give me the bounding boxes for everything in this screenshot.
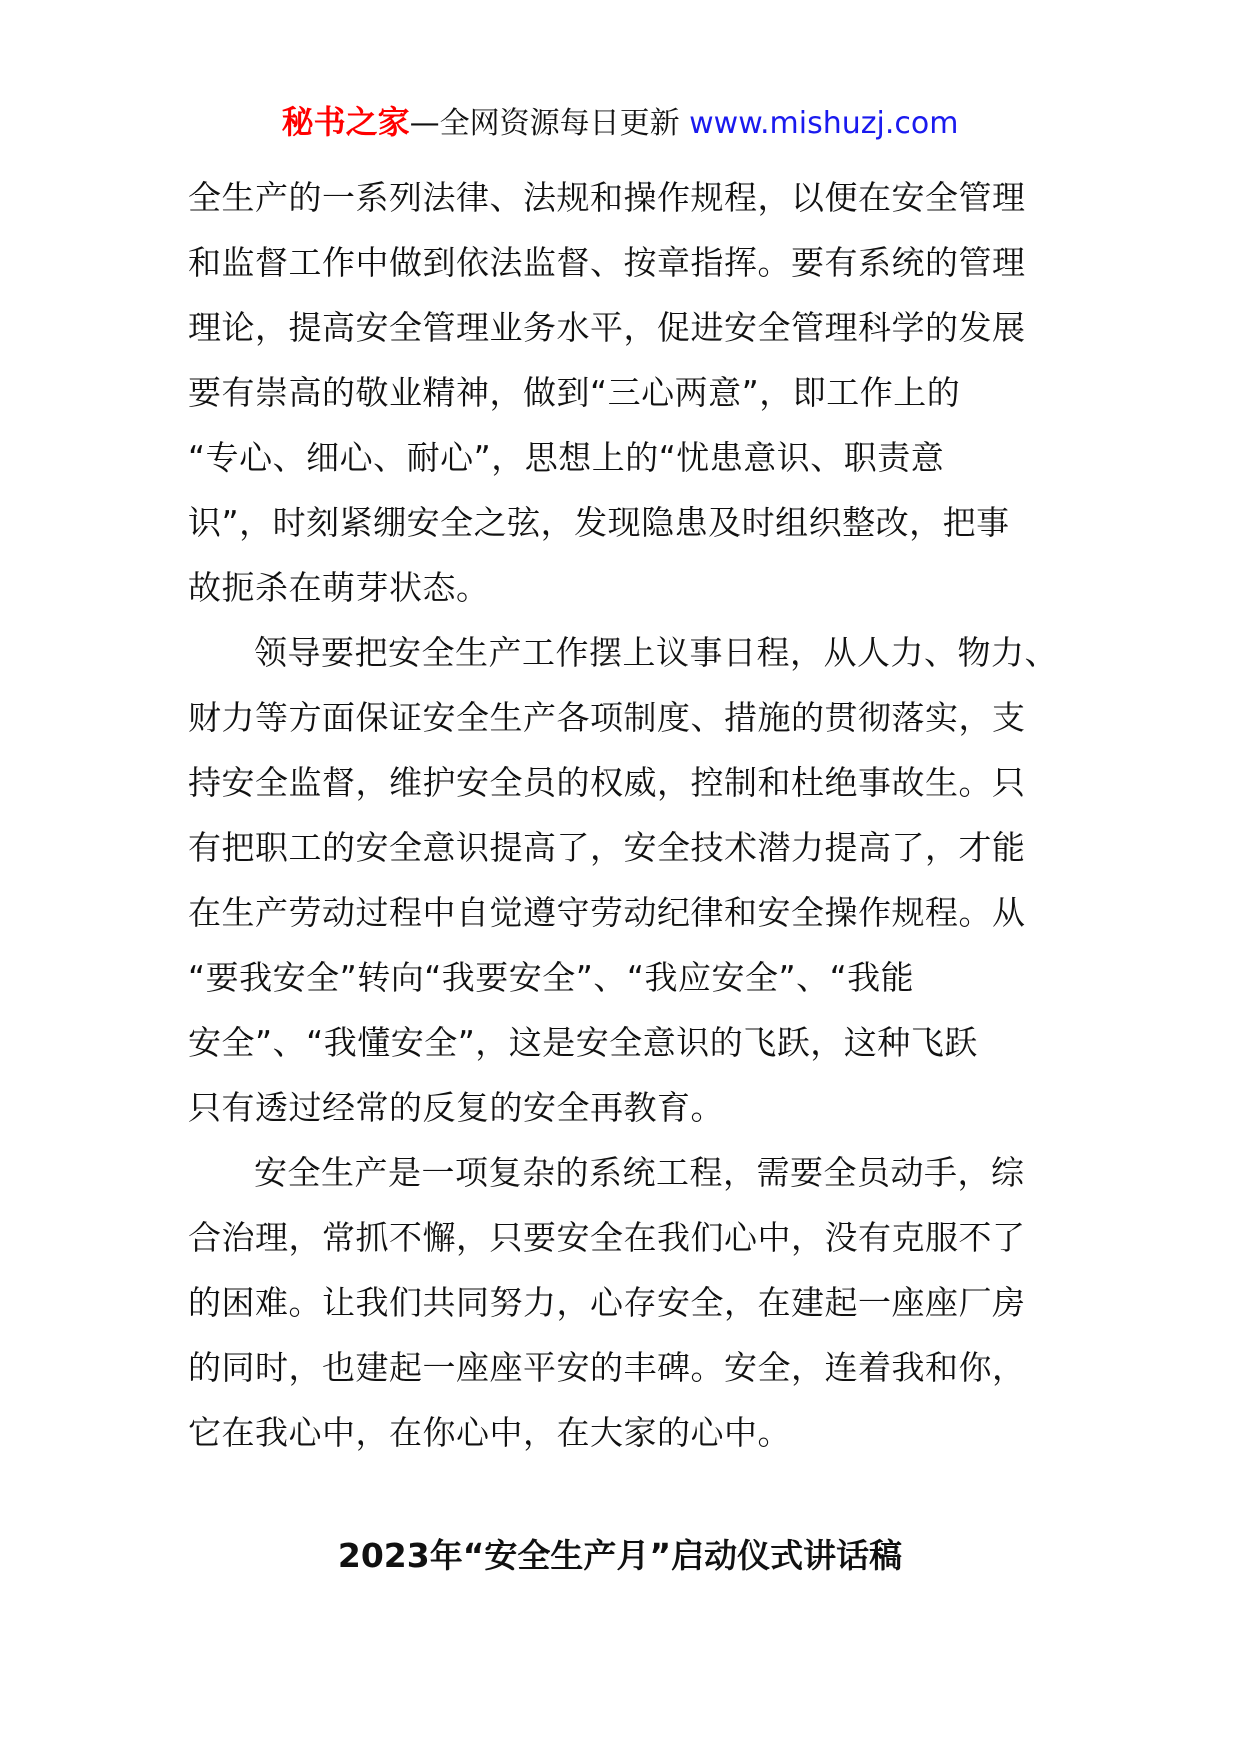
body-text <box>188 165 1058 1465</box>
paragraph-line: 的同时，也建起一座座平安的丰碑。安全，连着我和你， <box>188 1348 1026 1387</box>
header-slogan: —全网资源每日更新 <box>409 106 690 141</box>
paragraph-line: “专心、细心、耐心”，思想上的“忧患意识、职责意 <box>188 438 945 477</box>
paragraph-line: 安全生产是一项复杂的系统工程，需要全员动手，综 <box>254 1153 1025 1192</box>
paragraph-line: 财力等方面保证安全生产各项制度、措施的贯彻落实，支 <box>188 698 1026 737</box>
paragraph-line: 安全”、“我懂安全”，这是安全意识的飞跃，这种飞跃 <box>188 1023 978 1062</box>
paragraph-line: 它在我心中，在你心中，在大家的心中。 <box>188 1413 791 1452</box>
paragraph-line: 和监督工作中做到依法监督、按章指挥。要有系统的管理 <box>188 243 1026 282</box>
paragraph-line: 识”，时刻紧绷安全之弦，发现隐患及时组织整改，把事 <box>188 503 1010 542</box>
paragraph-line: 故扼杀在萌芽状态。 <box>188 568 490 607</box>
paragraph-line: 合治理，常抓不懈，只要安全在我们心中，没有克服不了 <box>188 1218 1026 1257</box>
paragraph-line: 持安全监督，维护安全员的权威，控制和杜绝事故生。只 <box>188 763 1026 802</box>
paragraph-line: 在生产劳动过程中自觉遵守劳动纪律和安全操作规程。从 <box>188 893 1026 932</box>
brand-name: 秘书之家 <box>281 103 410 141</box>
paragraph-line: 领导要把安全生产工作摆上议事日程，从人力、物力、 <box>254 633 1058 672</box>
site-url-link[interactable]: www.mishuzj.com <box>689 106 959 141</box>
page-header <box>0 100 1240 146</box>
section-title: 2023年“安全生产月”启动仪式讲话稿 <box>337 1536 903 1575</box>
paragraph-line: “要我安全”转向“我要安全”、“我应安全”、“我能 <box>188 958 915 997</box>
paragraph-line: 只有透过经常的反复的安全再教育。 <box>188 1088 724 1127</box>
paragraph-line: 全生产的一系列法律、法规和操作规程，以便在安全管理 <box>188 178 1026 217</box>
paragraph-line: 有把职工的安全意识提高了，安全技术潜力提高了，才能 <box>188 828 1026 867</box>
paragraph-line: 要有崇高的敬业精神，做到“三心两意”，即工作上的 <box>188 373 961 412</box>
paragraph-line: 理论，提高安全管理业务水平，促进安全管理科学的发展 <box>188 308 1026 347</box>
paragraph-line: 的困难。让我们共同努力，心存安全，在建起一座座厂房 <box>188 1283 1026 1322</box>
